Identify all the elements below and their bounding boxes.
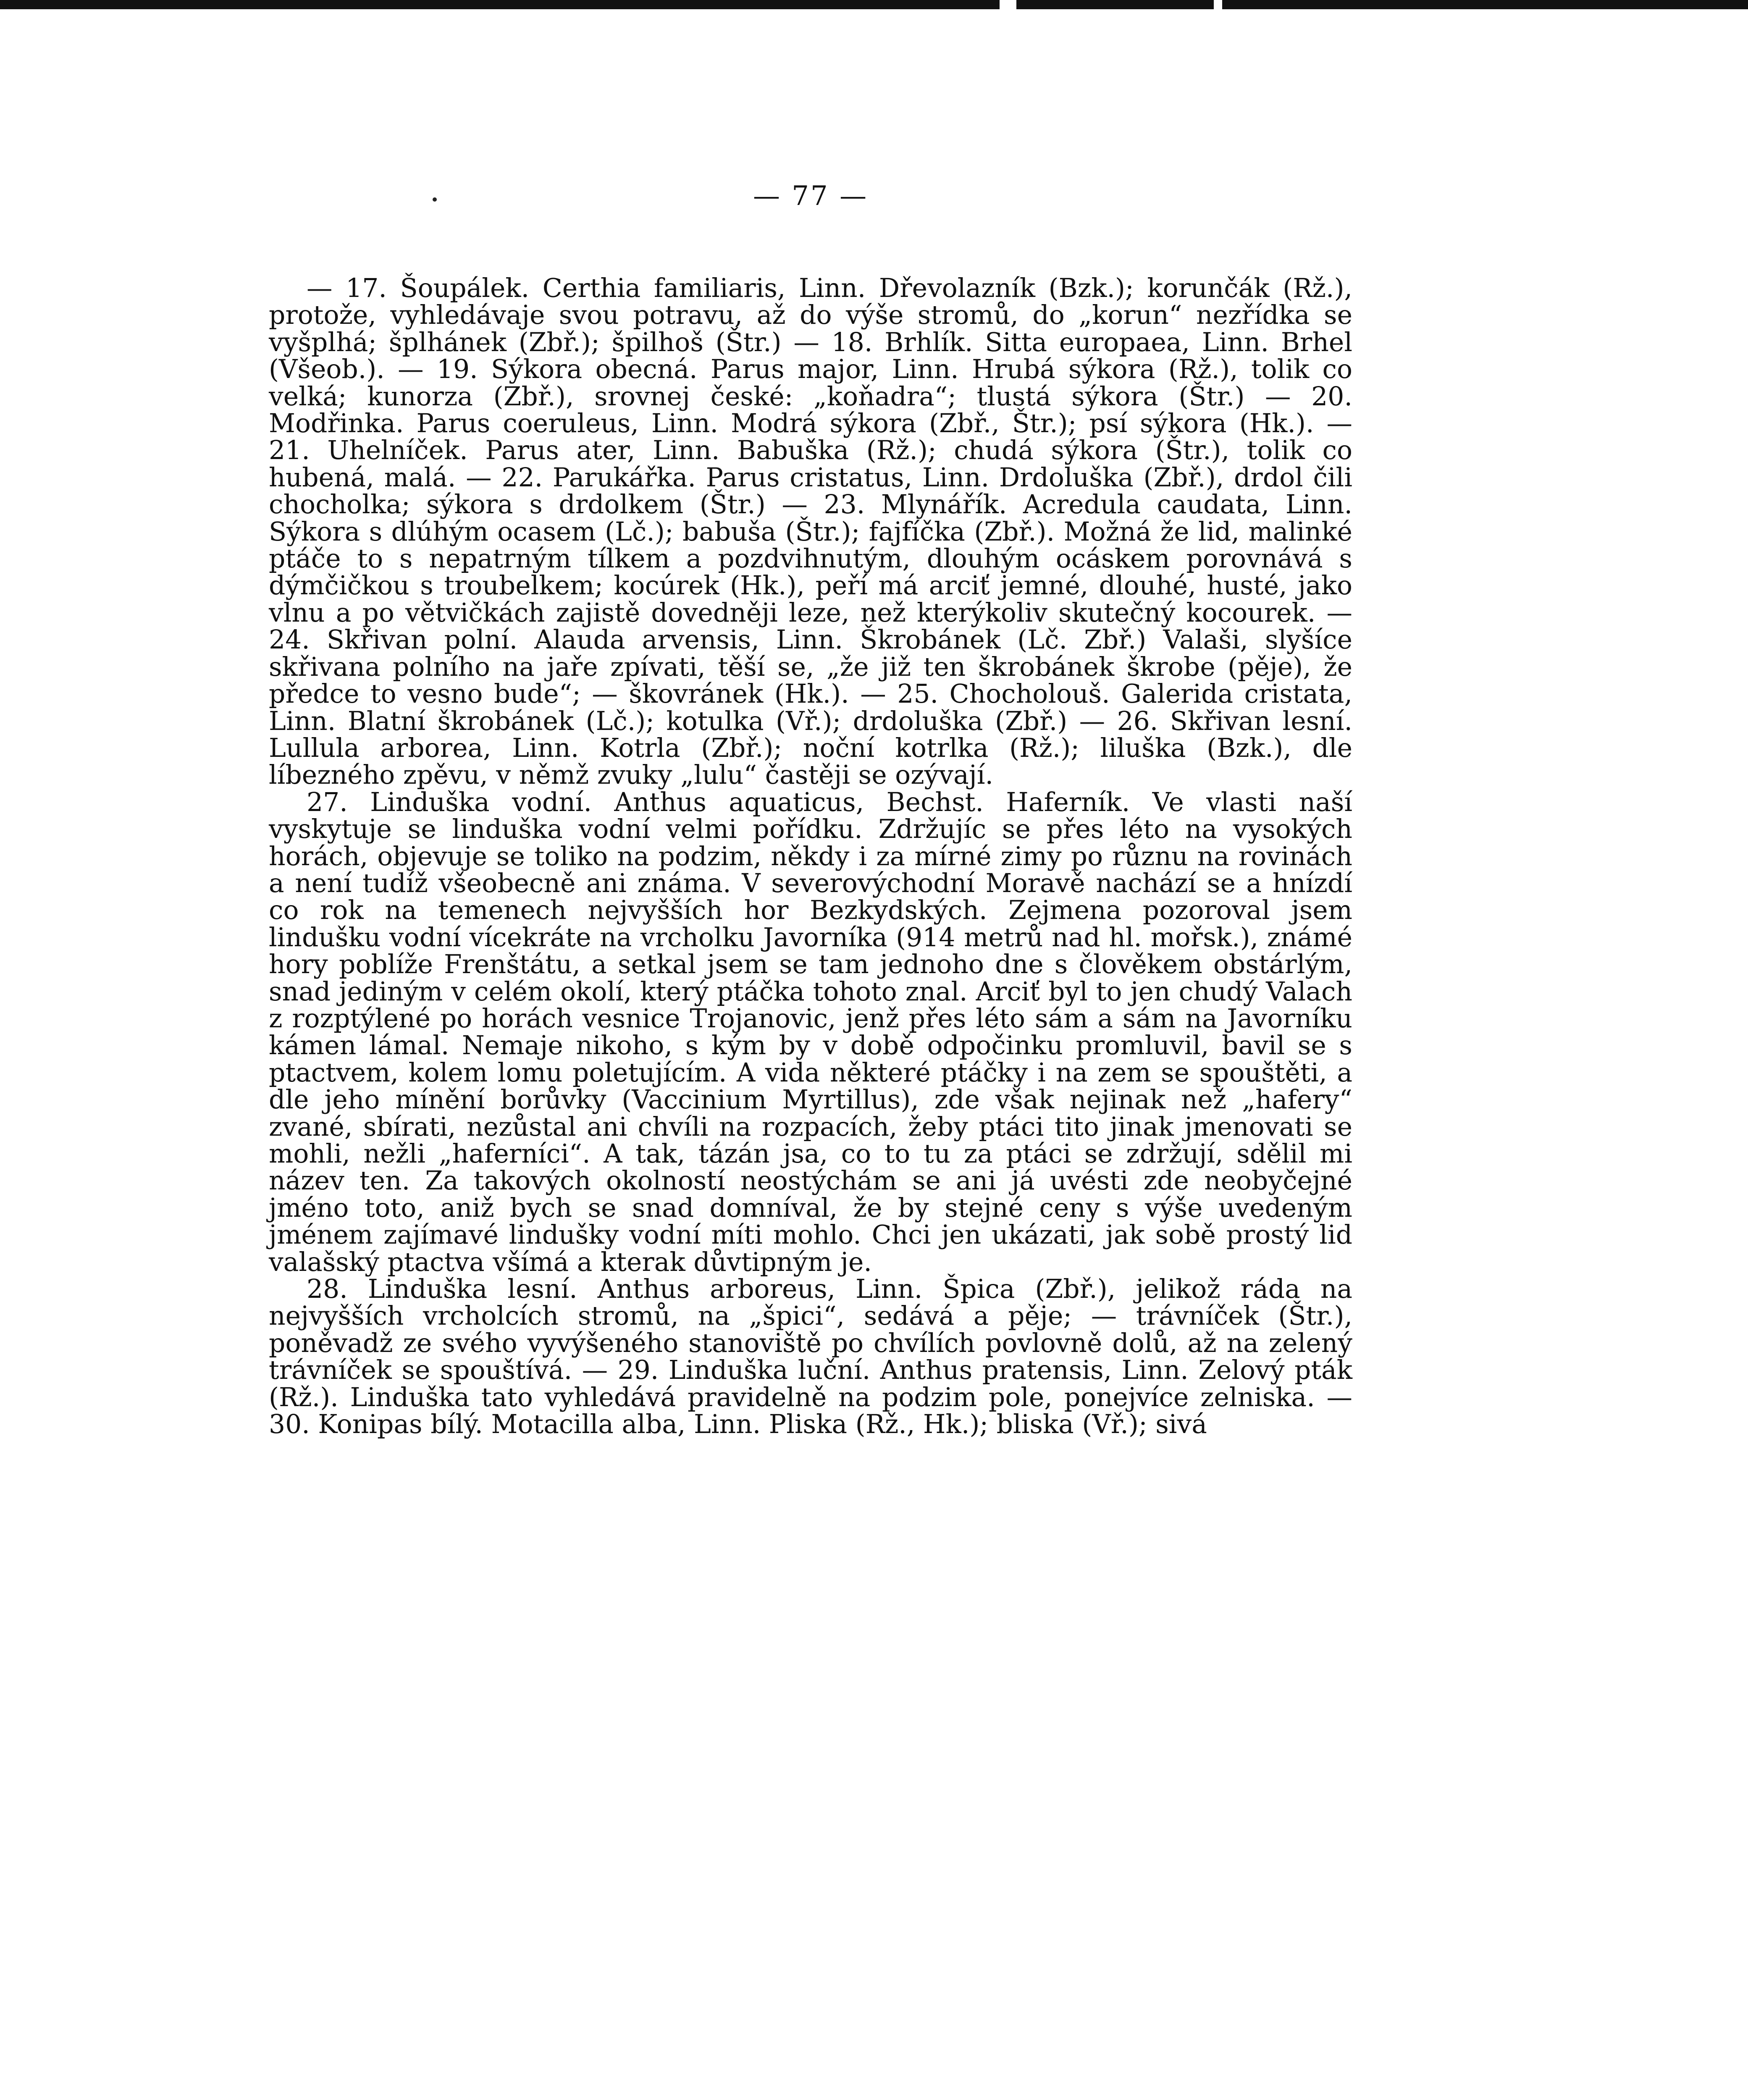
scan-top-edge [0, 0, 1748, 9]
scan-edge-gap [1000, 0, 1016, 9]
paragraph-28-30: 28. Linduška lesní. Anthus arboreus, Linn. Špica (Zbř.), jelikož ráda na nejvyšších vrcholcích stromů, na „špici“, sedává a pěje; — trávníček (Štr.), poněvadž ze svého vyvýšeného stanoviště po chvílích povlovně dolů, až na zelený trávníček se spouštívá. — 29. Linduška luční. Anthus pratensis, Linn. Zelový pták (Rž.). Linduška tato vyhledává pravidelně na podzim pole, ponejvíce zelniska. — 30. Konipas bílý. Motacilla alba, Linn. Pliska (Rž., Hk.); bliska (Vř.); sivá [269, 1274, 1352, 1440]
page-content [269, 181, 1352, 1438]
scan-edge-gap [1214, 0, 1222, 9]
paragraph-27: 27. Linduška vodní. Anthus aquaticus, Bechst. Haferník. Ve vlasti naší vyskytuje se linduška vodní velmi pořídku. Zdržujíc se přes léto na vysokých horách, objevuje se toliko na podzim, někdy i za mírné zimy po různu na rovinách a není tudíž všeobecně ani známa. V severovýchodní Moravě nachází se a hnízdí co rok na temenech nejvyšších hor Bezkydských. Zejmena pozoroval jsem lindušku vodní vícekráte na vrcholku Javorníka (914 metrů nad hl. mořsk.), známé hory poblíže Frenštátu, a setkal jsem se tam jednoho dne s člověkem obstárlým, snad jediným v celém okolí, který ptáčka tohoto znal. Arciť byl to jen chudý Valach z rozptýlené po horách vesnice Trojanovic, jenž přes léto sám a sám na Javorníku kámen lámal. Nemaje nikoho, s kým by v době odpočinku promluvil, bavil se s ptactvem, kolem lomu poletujícím. A vida některé ptáčky i na zem se spouštěti, a dle jeho mínění borůvky (Vaccinium Myrtillus), zde však nejinak než „hafery“ zvané, sbírati, nezůstal ani chvíli na rozpacích, žeby ptáci tito jinak jmenovati se mohli, nežli „haferníci“. A tak, tázán jsa, co to tu za ptáci se zdržují, sdělil mi název ten. Za takových okolností neostýchám se ani já uvésti zde neobyčejné jméno toto, aniž bych se snad domníval, že by stejné ceny s výše uvedeným jménem zajímavé lindušky vodní míti mohlo. Chci jen ukázati, jak sobě prostý lid valašský ptactva všímá a kterak důvtipným je. [269, 787, 1352, 1277]
page-number: — 77 — [753, 181, 869, 212]
paragraph-17-26: — 17. Šoupálek. Certhia familiaris, Linn. Dřevolazník (Bzk.); korunčák (Rž.), protože, vyhledávaje svou potravu, až do výše stromů, do „korun“ nezřídka se vyšplhá; šplhánek (Zbř.); špilhoš (Štr.) — 18. Brhlík. Sitta europaea, Linn. Brhel (Všeob.). — 19. Sýkora obecná. Parus major, Linn. Hrubá sýkora (Rž.), tolik co velká; kunorza (Zbř.), srovnej české: „koňadra“; tlustá sýkora (Štr.) — 20. Modřinka. Parus coeruleus, Linn. Modrá sýkora (Zbř., Štr.); psí sýkora (Hk.). — 21. Uhelníček. Parus ater, Linn. Babuška (Rž.); chudá sýkora (Štr.), tolik co hubená, malá. — 22. Parukářka. Parus cristatus, Linn. Drdoluška (Zbř.), drdol čili chocholka; sýkora s drdolkem (Štr.) — 23. Mlynářík. Acredula caudata, Linn. Sýkora s dlúhým ocasem (Lč.); babuša (Štr.); fajfíčka (Zbř.). Možná že lid, malinké ptáče to s nepatrným tílkem a pozdvihnutým, dlouhým ocáskem porovnává s dýmčičkou s troubelkem; kocúrek (Hk.), peří má arciť jemné, dlouhé, husté, jako vlnu a po větvičkách zajistě dovedněji leze, než kterýkoliv skutečný kocourek. — 24. Skřivan polní. Alauda arvensis, Linn. Škrobánek (Lč. Zbř.) Valaši, slyšíce skřivana polního na jaře zpívati, těší se, „že již ten škrobánek škrobe (pěje), že předce to vesno bude“; — škovránek (Hk.). — 25. Chocholouš. Galerida cristata, Linn. Blatní škrobánek (Lč.); kotulka (Vř.); drdoluška (Zbř.) — 26. Skřivan lesní. Lullula arborea, Linn. Kotrla (Zbř.); noční kotrlka (Rž.); liluška (Bzk.), dle líbezného zpěvu, v němž zvuky „lulu“ častěji se ozývají. [269, 273, 1352, 790]
